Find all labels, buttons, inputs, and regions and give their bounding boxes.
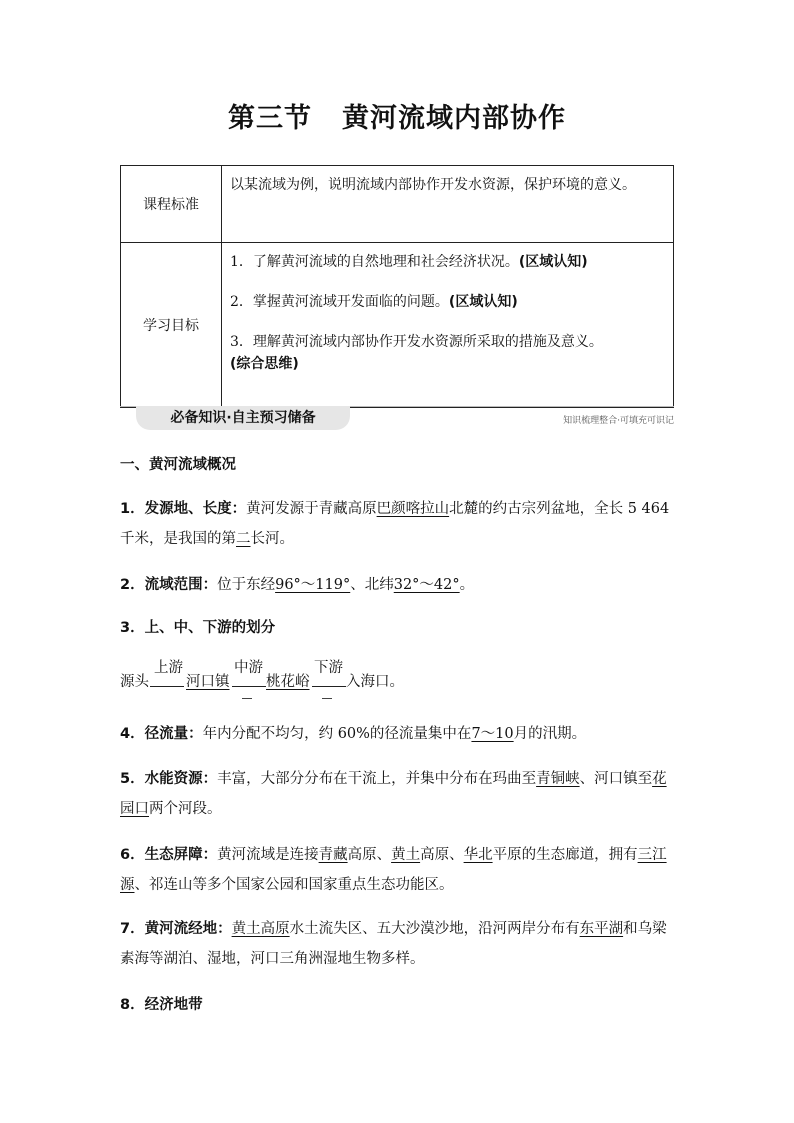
goal-item: 2．掌握黄河流域开发面临的问题。(区域认知): [230, 294, 518, 310]
flow-arrow: [232, 686, 266, 687]
section-banner: 必备知识·自主预习储备: [136, 406, 350, 430]
title-text: 黄河流域内部协作: [342, 103, 566, 134]
flow-dash: [322, 698, 332, 699]
item-flow-through: 7．黄河流经地：黄土高原水土流失区、五大沙漠沙地，沿河两岸分布有东平湖和乌梁素海等湖泊、湿地，河口三角洲湿地生物多样。: [120, 921, 667, 967]
item-hydropower: 5．水能资源：丰富，大部分分布在干流上，并集中分布在玛曲至青铜峡、河口镇至花园口两个河段。: [120, 771, 667, 817]
item-division-heading: 3．上、中、下游的划分: [120, 620, 276, 636]
flow-segment-upper: 上游: [154, 660, 183, 676]
flow-segment-middle: 中游: [234, 660, 263, 676]
flow-arrow: [150, 686, 184, 687]
item-source-length: 1．发源地、长度：黄河发源于青藏高原巴颜喀拉山北麓的约古宗列盆地，全长 5 464 千米，是我国的第二长河。: [120, 501, 670, 547]
banner-tip: 知识梳理整合·可填充可识记: [563, 416, 674, 426]
flow-node-taohuayu: 桃花峪: [266, 674, 310, 690]
title-section-number: 第三节: [228, 103, 312, 134]
flow-arrow: [312, 686, 346, 687]
section-heading: 一、黄河流域概况: [120, 457, 236, 473]
flow-end: 入海口。: [346, 674, 404, 690]
item-basin-range: 2．流域范围：位于东经96°～119°、北纬32°～42°。: [120, 577, 475, 593]
course-standard-label: 课程标准: [121, 166, 222, 243]
flow-segment-lower: 下游: [314, 660, 343, 676]
item-runoff: 4．径流量：年内分配不均匀，约 60%的径流量集中在7～10月的汛期。: [120, 726, 587, 742]
goal-item: 1．了解黄河流域的自然地理和社会经济状况。(区域认知): [230, 254, 588, 270]
item-economic-belt: 8．经济地带: [120, 997, 203, 1013]
standards-table: [120, 165, 674, 408]
flow-node-hekouzhen: 河口镇: [186, 674, 230, 690]
goal-item: 3．理解黄河流域内部协作开发水资源所采取的措施及意义。 (综合思维): [230, 334, 603, 372]
flow-dash: [242, 698, 252, 699]
learning-goals-cell: [222, 243, 674, 408]
learning-goals-label: 学习目标: [121, 243, 222, 408]
item-ecological-barrier: 6．生态屏障：黄河流域是连接青藏高原、黄土高原、华北平原的生态廊道，拥有三江源、祁连山等多个国家公园和国家重点生态功能区。: [120, 847, 667, 893]
course-standard-text: 以某流域为例，说明流域内部协作开发水资源，保护环境的意义。: [222, 166, 674, 243]
flow-source: 源头: [120, 674, 149, 690]
page-title: [0, 96, 794, 135]
river-division-flow: [120, 656, 680, 700]
